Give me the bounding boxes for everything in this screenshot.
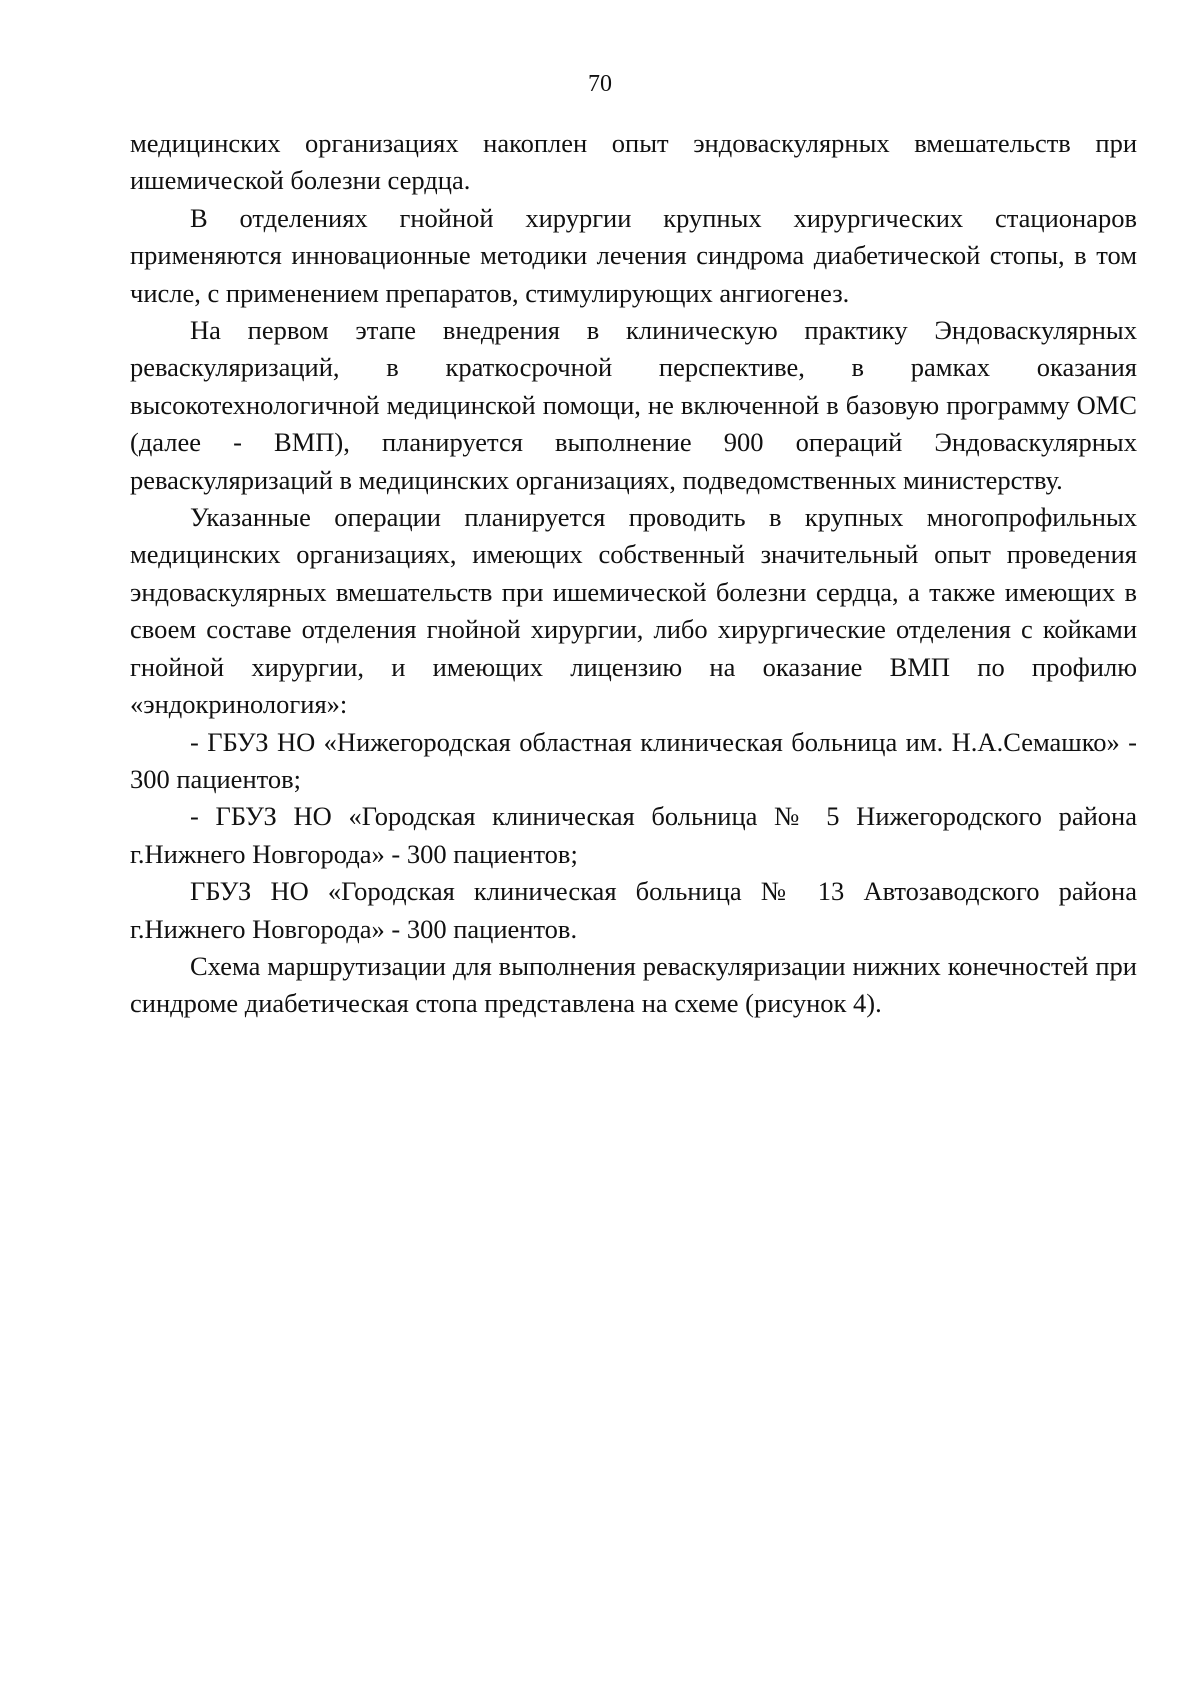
list-item-hospital-semashko: - ГБУЗ НО «Нижегородская областная клиническая больница им. Н.А.Семашко» - 300 пациентов; xyxy=(130,726,1137,794)
list-item-hospital-5: - ГБУЗ НО «Городская клиническая больница № 5 Нижегородского района г.Нижнего Новгорода» - 300 пациентов; xyxy=(130,801,1137,869)
paragraph-first-stage: На первом этапе внедрения в клиническую практику Эндоваскулярных реваскуляризаций, в краткосрочной перспективе, в рамках оказания высокотехнологичной медицинской помощи, не включенной в базовую программу ОМС (далее - ВМП), планируется выполнение 900 операций Эндоваскулярных реваскуляризаций в медицинских организациях, подведомственных министерству. xyxy=(130,315,1137,495)
paragraph-continuation: медицинских организациях накоплен опыт эндоваскулярных вмешательств при ишемической болезни сердца. xyxy=(130,128,1137,196)
list-item-hospital-13: ГБУЗ НО «Городская клиническая больница № 13 Автозаводского района г.Нижнего Новгорода» - 300 пациентов. xyxy=(130,876,1137,944)
paragraph-operations-plan: Указанные операции планируется проводить в крупных многопрофильных медицинских организациях, имеющих собственный значительный опыт проведения эндоваскулярных вмешательств при ишемической болезни сердца, а также имеющих в своем составе отделения гнойной хирургии, либо хирургические отделения с койками гнойной хирургии, и имеющих лицензию на оказание ВМП по профилю «эндокринология»: xyxy=(130,502,1137,720)
paragraph-routing-scheme: Схема маршрутизации для выполнения реваскуляризации нижних конечностей при синдроме диабетическая стопа представлена на схеме (рисунок 4). xyxy=(130,950,1137,1019)
paragraph-purulent-surgery: В отделениях гнойной хирургии крупных хирургических стационаров применяются инновационные методики лечения синдрома диабетической стопы, в том числе, с применением препаратов, стимулирующих ангиогенез. xyxy=(130,202,1137,308)
page-number: 70 xyxy=(588,71,612,97)
document-body xyxy=(130,125,1137,1023)
